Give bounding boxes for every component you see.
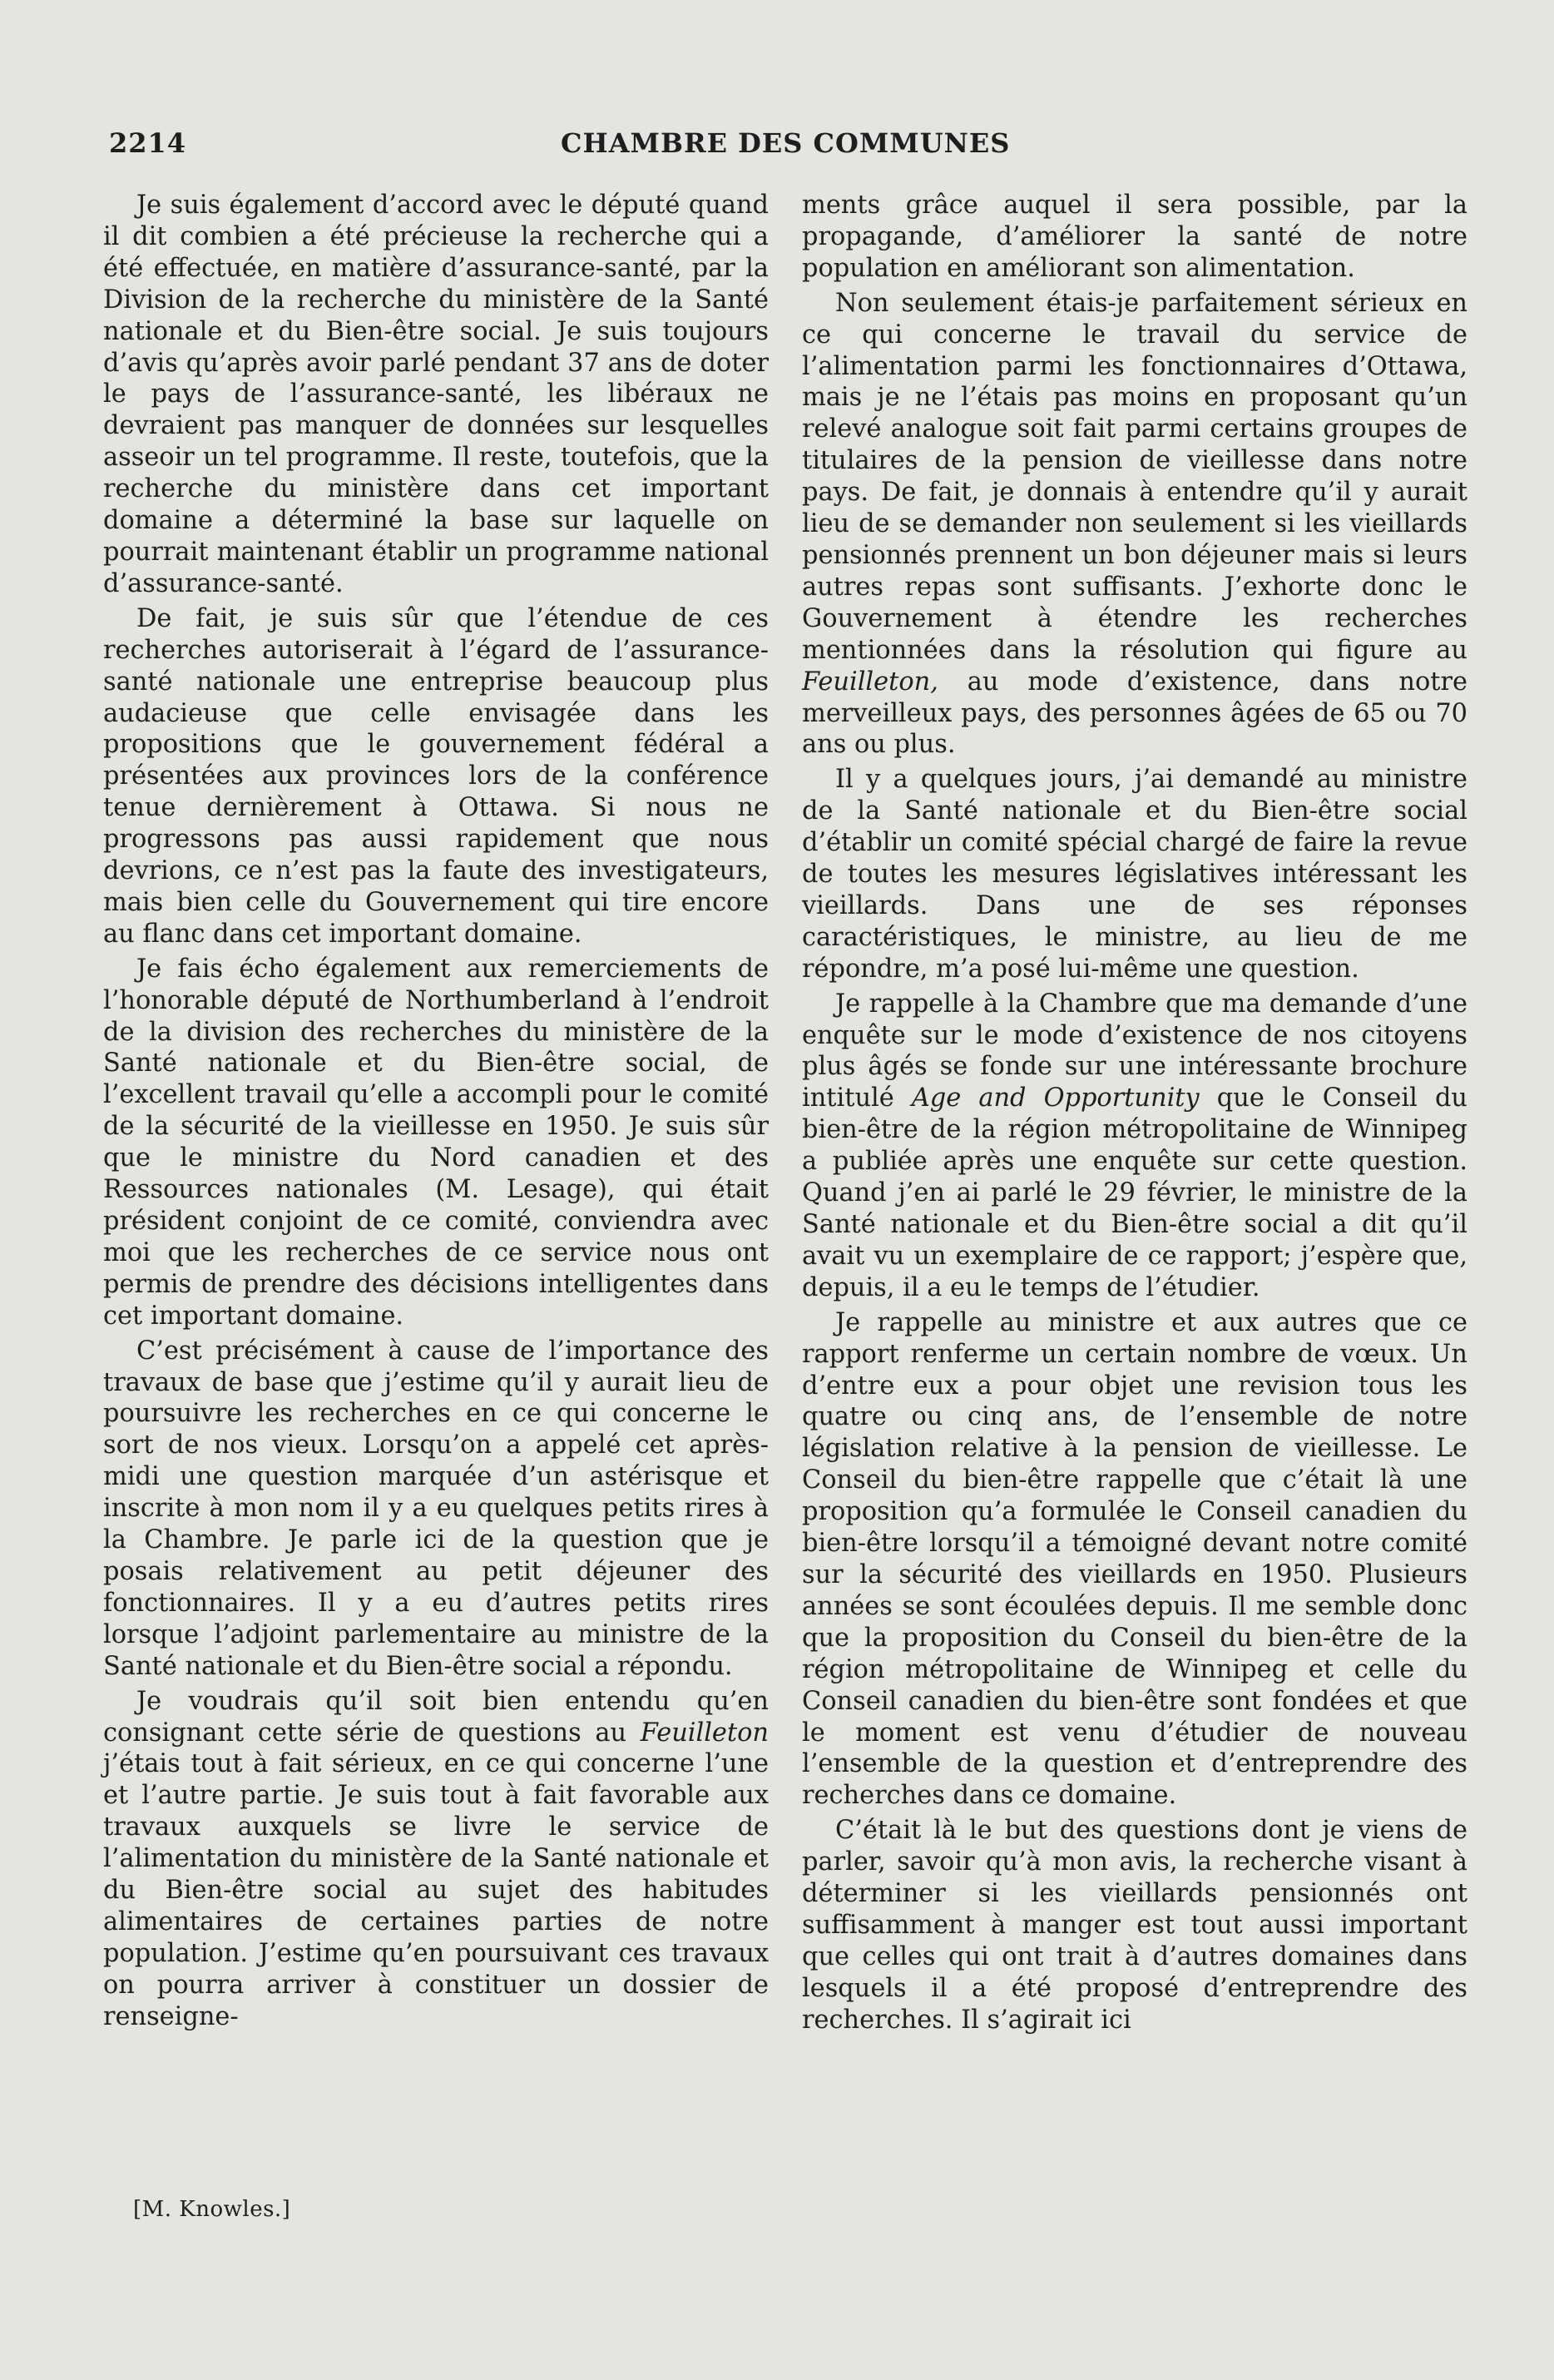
page-number: 2214 xyxy=(109,127,187,159)
paragraph-text: Je voudrais qu’il soit bien entendu qu’en consignant cette série de questions au xyxy=(103,1686,769,1748)
paragraph: C’était là le but des questions dont je viens de parler, savoir qu’à mon avis, la recherche visant à déterminer si les vieillards pensionnés ont suffisamment à manger est tout aussi important que celles qui ont trait à d’autres domaines dans lesquels il a été proposé d’entreprendre des recherches. Il s’agirait ici xyxy=(802,1816,1467,2035)
paragraph: Je fais écho également aux remerciements de l’honorable député de Northumberland à l’endroit de la division des recherches du ministère de la Santé nationale et du Bien-être social, de l’excellent travail qu’elle a accompli pour le comité de la sécurité de la vieillesse en 1950. Je suis sûr que le ministre du Nord canadien et des Ressources nationales (M. Lesage), qui était président conjoint de ce comité, conviendra avec moi que les recherches de ce service nous ont permis de prendre des décisions intelligentes dans cet important domaine. xyxy=(103,954,769,1331)
paragraph: De fait, je suis sûr que l’étendue de ces recherches autoriserait à l’égard de l’assurance-santé nationale une entreprise beaucoup plus audacieuse que celle envisagée dans les propositions que le gouvernement fédéral a présentées aux provinces lors de la conférence tenue dernièrement à Ottawa. Si nous ne progressons pas aussi rapidement que nous devrions, ce n’est pas la faute des investigateurs, mais bien celle du Gouvernement qui tire encore au flanc dans cet important domaine. xyxy=(103,603,769,949)
paragraph-text: au mode d’existence, dans notre merveilleux pays, des personnes âgées de 65 ou 70 ans ou plus. xyxy=(802,667,1467,760)
italic-text: Age and Opportunity xyxy=(911,1083,1200,1113)
paragraph: Je rappelle au ministre et aux autres que ce rapport renferme un certain nombre de vœux. Un d’entre eux a pour objet une revision tous les quatre ou cinq ans, de l’ensemble de notre législation relative à la pension de vieillesse. Le Conseil du bien-être rappelle que c’était là une proposition qu’a formulée le Conseil canadien du bien-être lorsqu’il a témoigné devant notre comité sur la sécurité des vieillards en 1950. Plusieurs années se sont écoulées depuis. Il me semble donc que la proposition du Conseil du bien-être de la région métropolitaine de Winnipeg et celle du Conseil canadien du bien-être sont fondées et que le moment est venu d’étudier de nouveau l’ensemble de la question et d’entreprendre des recherches dans ce domaine. xyxy=(802,1307,1467,1811)
right-column xyxy=(802,190,1467,2040)
paragraph: C’est précisément à cause de l’importance des travaux de base que j’estime qu’il y aurait lieu de poursuivre les recherches en ce qui concerne le sort de nos vieux. Lorsqu’on a appelé cet après-midi une question marquée d’un astérisque et inscrite à mon nom il y a eu quelques petits rires à la Chambre. Je parle ici de la question que je posais relativement au petit déjeuner des fonctionnaires. Il y a eu d’autres petits rires lorsque l’adjoint parlementaire au ministre de la Santé nationale et du Bien-être social a répondu. xyxy=(103,1336,769,1681)
speaker-tag: [M. Knowles.] xyxy=(133,2197,291,2222)
paragraph xyxy=(802,288,1467,761)
left-column xyxy=(103,190,769,2036)
italic-text: Feuilleton xyxy=(640,1718,769,1748)
italic-text: Feuilleton, xyxy=(802,667,938,697)
paragraph xyxy=(103,1686,769,2033)
paragraph-text: Non seulement étais-je parfaitement sérieux en ce qui concerne le travail du service de l’alimentation parmi les fonctionnaires d’Ottawa, mais je ne l’étais pas moins en proposant qu’un relevé analogue soit fait parmi certains groupes de titulaires de la pension de vieillesse dans notre pays. De fait, je donnais à entendre qu’il y aurait lieu de se demander non seulement si les vieillards pensionnés prennent un bon déjeuner mais si leurs autres repas sont suffisants. J’exhorte donc le Gouvernement à étendre les recherches mentionnées dans la résolution qui figure au xyxy=(802,288,1467,665)
paragraph: Je suis également d’accord avec le député quand il dit combien a été précieuse la recherche qui a été effectuée, en matière d’assurance-santé, par la Division de la recherche du ministère de la Santé nationale et du Bien-être social. Je suis toujours d’avis qu’après avoir parlé pendant 37 ans de doter le pays de l’assurance-santé, les libéraux ne devraient pas manquer de données sur lesquelles asseoir un tel programme. Il reste, toutefois, que la recherche du ministère dans cet important domaine a déterminé la base sur laquelle on pourrait maintenant établir un programme national d’assurance-santé. xyxy=(103,191,769,598)
paragraph-text: Je rappelle à la Chambre que ma demande d’une enquête sur le mode d’existence de nos citoyens plus âgés se fonde sur une intéressante brochure intitulé xyxy=(802,989,1467,1113)
paragraph: Il y a quelques jours, j’ai demandé au ministre de la Santé nationale et du Bien-être social d’établir un comité spécial chargé de faire la revue de toutes les mesures législatives intéressant les vieillards. Dans une de ses réponses caractéristiques, le ministre, au lieu de me répondre, m’a posé lui-même une question. xyxy=(802,765,1467,984)
paragraph-text: que le Conseil du bien-être de la région métropolitaine de Winnipeg a publiée après une enquête sur cette question. Quand j’en ai parlé le 29 février, le ministre de la Santé nationale et du Bien-être social a dit qu’il avait vu un exemplaire de ce rapport; j’espère que, depuis, il a eu le temps de l’étudier. xyxy=(802,1083,1467,1302)
paragraph-text: j’étais tout à fait sérieux, en ce qui concerne l’une et l’autre partie. Je suis tout à fait favorable aux travaux auxquels se livre le service de l’alimentation du ministère de la Santé nationale et du Bien-être social au sujet des habitudes alimentaires de certaines parties de notre population. J’estime qu’en poursuivant ces travaux on pourra arriver à constituer un dossier de renseigne- xyxy=(103,1749,769,2031)
running-head: CHAMBRE DES COMMUNES xyxy=(561,127,1011,159)
paragraph-continued: ments grâce auquel il sera possible, par la propagande, d’améliorer la santé de notre population en améliorant son alimentation. xyxy=(802,191,1467,283)
paragraph xyxy=(802,989,1467,1304)
